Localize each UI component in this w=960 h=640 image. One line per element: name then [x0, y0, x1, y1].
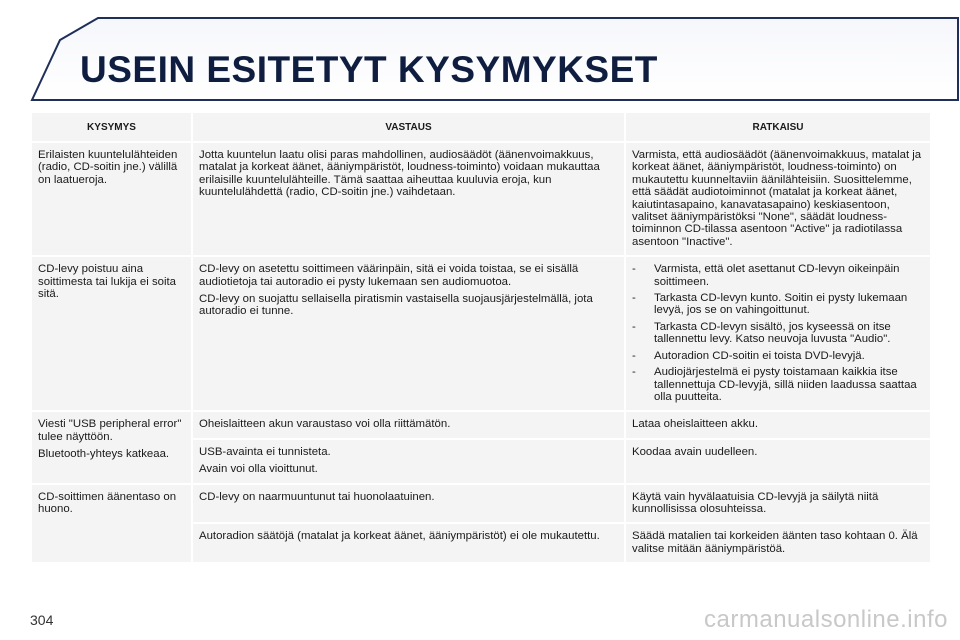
answer-text: CD-levy on suojattu sellaisella piratismin vastaisella suojausjärjestelmällä, jota autoradio ei tunne.	[199, 293, 593, 318]
page-number: 304	[30, 612, 54, 628]
answer-cell	[193, 143, 624, 255]
question-text: Bluetooth-yhteys katkeaa.	[38, 448, 170, 461]
solution-text: Varmista, että audiosäädöt (äänenvoimakkuus, matalat ja korkeat äänet, ääniympäristöt, loudness-toiminto) on mukautettu kuunneltaviin äänilähteisiin. Suosittelemme, että säädät audiotoiminnot (matalat ja korkeat äänet, kaiutintasapaino, kanavatasapaino) keskiasentoon, valitset ääniympäristöksi "None", säädät loudness-toiminnon CD-tilassa asentoon "Active" ja radiotilassa asentoon "Inactive".	[632, 149, 922, 248]
answer-text: CD-levy on asetettu soittimeen väärinpäin, sitä ei voida toistaa, se ei sisällä audiotietoja tai autoradio ei pysty lukemaan sen audiomuotoa.	[199, 263, 579, 288]
solution-list	[632, 263, 924, 403]
solution-text: Lataa oheislaitteen akku.	[632, 418, 759, 431]
question-text: CD-levy poistuu aina soittimesta tai lukija ei soita sitä.	[38, 263, 177, 301]
solution-cell	[626, 440, 930, 483]
table-row	[32, 257, 930, 410]
answer-text: Jotta kuuntelun laatu olisi paras mahdollinen, audiosäädöt (äänenvoimakkuus, matalat ja korkeat äänet, ääniympäristöt, loudness-toiminto) voidaan mukauttaa erilaisille kuuntelulähteille. Tämä saattaa aiheuttaa kuuluvia eroja, kun kuuntelulähdettä (radio, CD-soitin jne.) vaihdetaan.	[199, 149, 600, 199]
question-text: Viesti "USB peripheral error" tulee näyttöön.	[38, 418, 182, 443]
solution-text: Koodaa avain uudelleen.	[632, 445, 758, 458]
table-header-row	[32, 113, 930, 141]
table-row	[32, 412, 930, 437]
table-row	[32, 485, 930, 523]
question-cell	[32, 412, 191, 482]
column-header-solution: RATKAISU	[626, 113, 930, 141]
table-row	[32, 143, 930, 255]
question-text: CD-soittimen äänentaso on huono.	[38, 490, 177, 515]
answer-cell	[193, 524, 624, 562]
solution-text: Säädä matalien tai korkeiden äänten taso kohtaan 0. Älä valitse mitään ääniympäristöä.	[632, 530, 918, 555]
answer-cell	[193, 440, 624, 483]
solution-text: Käytä vain hyvälaatuisia CD-levyjä ja säilytä niitä kunnollisissa olosuhteissa.	[632, 490, 879, 515]
answer-text: CD-levy on naarmuuntunut tai huonolaatuinen.	[199, 490, 435, 503]
question-cell	[32, 257, 191, 410]
answer-cell	[193, 485, 624, 523]
answer-text: Avain voi olla vioittunut.	[199, 463, 318, 476]
solution-cell	[626, 412, 930, 437]
solution-list-item: - Tarkasta CD-levyn kunto. Soitin ei pysty lukemaan levyä, jos se on vahingoittunut.	[632, 292, 924, 317]
solution-list-item: - Audiojärjestelmä ei pysty toistamaan kaikkia itse tallennettuja CD-levyjä, sillä niiden laadussa saattaa olla puutteita.	[632, 366, 924, 403]
watermark-text: carmanualsonline.info	[704, 606, 948, 633]
faq-table	[30, 111, 932, 564]
page-title: USEIN ESITETYT KYSYMYKSET	[80, 49, 658, 90]
answer-text: USB-avainta ei tunnisteta.	[199, 445, 331, 458]
column-header-answer: VASTAUS	[193, 113, 624, 141]
solution-cell	[626, 485, 930, 523]
answer-text: Oheislaitteen akun varaustaso voi olla riittämätön.	[199, 418, 451, 431]
solution-cell	[626, 143, 930, 255]
solution-list-item: - Autoradion CD-soitin ei toista DVD-levyjä.	[632, 350, 924, 362]
solution-list-item: - Varmista, että olet asettanut CD-levyn oikeinpäin soittimeen.	[632, 263, 924, 288]
question-cell	[32, 485, 191, 563]
column-header-question: KYSYMYS	[32, 113, 191, 141]
question-cell	[32, 143, 191, 255]
answer-cell	[193, 412, 624, 437]
answer-cell	[193, 257, 624, 410]
solution-list-item: - Tarkasta CD-levyn sisältö, jos kyseessä on itse tallennettu levy. Katso neuvoja luvusta "Audio".	[632, 321, 924, 346]
solution-cell	[626, 524, 930, 562]
solution-cell	[626, 257, 930, 410]
question-text: Erilaisten kuuntelulähteiden (radio, CD-soitin jne.) välillä on laatueroja.	[38, 149, 178, 186]
answer-text: Autoradion säätöjä (matalat ja korkeat äänet, ääniympäristöt) ei ole mukautettu.	[199, 530, 600, 543]
